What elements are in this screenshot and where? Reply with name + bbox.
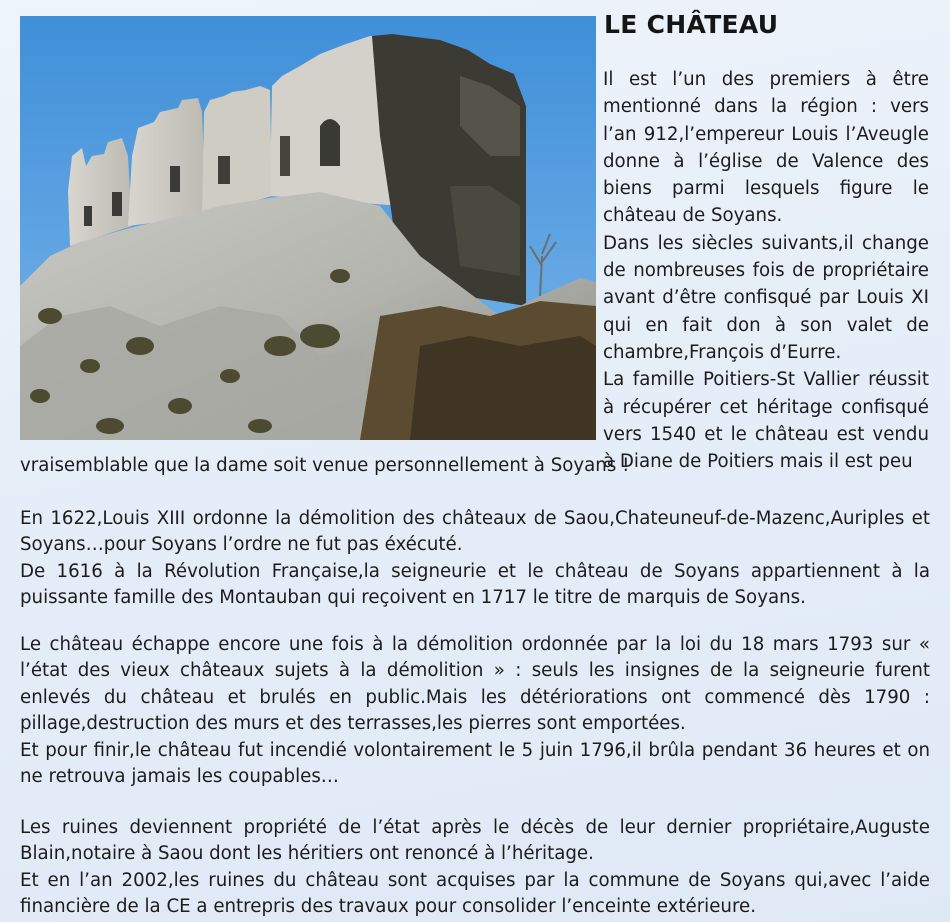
- paragraph-poitiers: La famille Poitiers-St Vallier réussit à récupérer cet héritage confisqué vers 1540 et le château est vendu à Diane de Poitiers mais il est peu: [603, 369, 929, 473]
- page-title: LE CHÂTEAU: [604, 10, 779, 39]
- paragraph-law-1793: Le château échappe encore une fois à la démolition ordonnée par la loi du 18 mars 1793 sur « l’état des vieux châteaux sujets à la démolition » : seuls les insignes de la seigneurie furent enlevés du château et brulés en public.Mais les détériorations ont commencé dès 1790 : pillage,destruction des murs et des terrasses,les pierres sont emportées.: [20, 634, 930, 735]
- intro-text-column: [603, 66, 929, 475]
- paragraph-fire-1796: Et pour finir,le château fut incendié volontairement le 5 juin 1796,il brûla pendant 36 heures et on ne retrouva jamais les coupables…: [20, 739, 930, 788]
- paragraph-auguste-blain: Les ruines deviennent propriété de l’état après le décès de leur dernier propriétaire,Auguste Blain,notaire à Saou dont les héritiers ont renoncé à l’héritage.: [20, 817, 930, 865]
- paragraph-poitiers-end-block: [20, 453, 930, 479]
- castle-ruins-photo: [20, 16, 596, 440]
- section-revolution: [20, 632, 930, 790]
- section-demolition-order: [20, 506, 930, 612]
- paragraph-montauban: De 1616 à la Révolution Française,la seigneurie et le château de Soyans appartiennent à la puissante famille des Montauban qui reçoivent en 1717 le titre de marquis de Soyans.: [20, 560, 930, 609]
- paragraph-louis-xiii: En 1622,Louis XIII ordonne la démolition des châteaux de Saou,Chateuneuf-de-Mazenc,Auriples et Soyans…pour Soyans l’ordre ne fut pas éxécuté.: [20, 508, 930, 556]
- paragraph-owners: Dans les siècles suivants,il change de nombreuses fois de propriétaire avant d’être confisqué par Louis XI qui en fait don à son valet de chambre,François d’Eurre.: [603, 232, 929, 363]
- paragraph-poitiers-end: vraisemblable que la dame soit venue personnellement à Soyans !: [20, 455, 630, 476]
- section-state-property: [20, 815, 930, 921]
- paragraph-commune-2002: Et en l’an 2002,les ruines du château sont acquises par la commune de Soyans qui,avec l’aide financière de la CE a entrepris des travaux pour consolider l’enceinte extérieure.: [20, 869, 930, 918]
- paragraph-origins: Il est l’un des premiers à être mentionné dans la région : vers l’an 912,l’empereur Louis l’Aveugle donne à l’église de Valence des biens parmi lesquels figure le château de Soyans.: [603, 69, 929, 227]
